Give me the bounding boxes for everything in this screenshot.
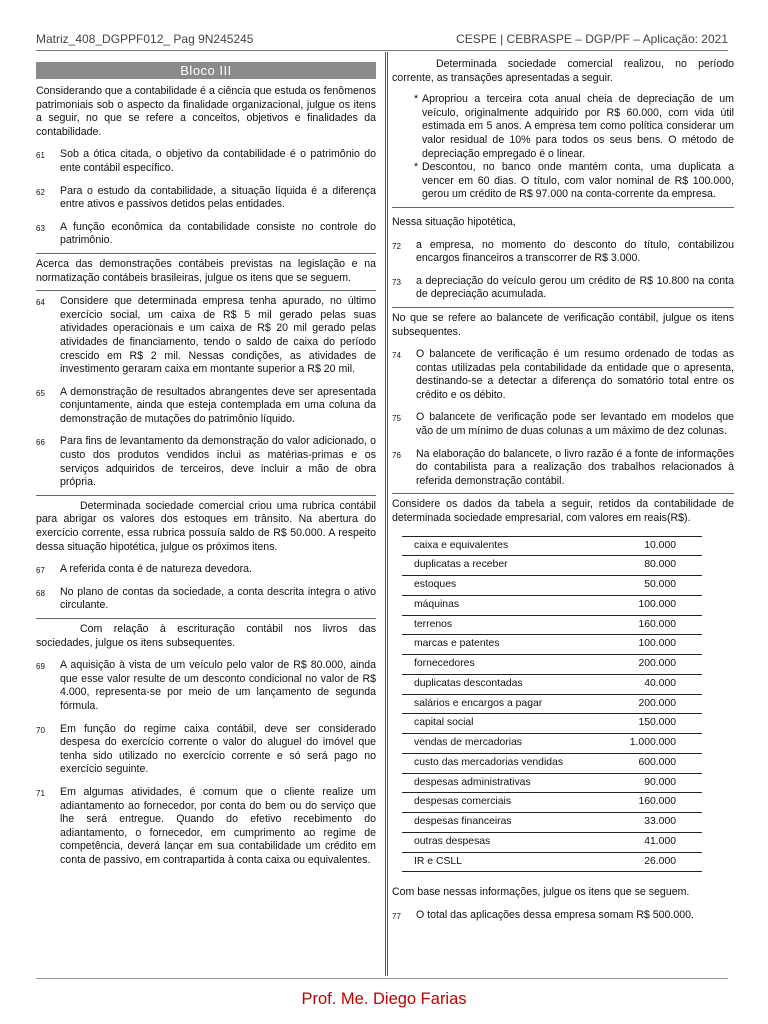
table-row: [402, 635, 702, 655]
account-value-cell: 10.000: [607, 536, 702, 556]
items-group-inventory: [36, 563, 376, 613]
table-row: [402, 813, 702, 833]
account-value-cell: 150.000: [607, 714, 702, 734]
question-item: [36, 659, 376, 713]
question-number: 74: [392, 351, 401, 361]
question-text: A referida conta é de natureza devedora.: [60, 563, 252, 576]
question-number: 64: [36, 298, 45, 308]
section-separator: [392, 493, 734, 494]
account-value-cell: 33.000: [607, 813, 702, 833]
question-text: Para fins de levantamento da demonstração do valor adicionado, o custo dos produtos vendidos inclui as matérias-primas e os serviços adquiridos de terceiros, deve incluir a mão de obra própria.: [60, 435, 376, 489]
account-value-cell: 200.000: [607, 655, 702, 675]
asterisk-icon: *: [414, 161, 419, 174]
section-separator: [36, 253, 376, 254]
question-item: [392, 348, 734, 402]
section-separator: [36, 495, 376, 496]
right-column: [392, 52, 734, 923]
account-value-cell: 26.000: [607, 852, 702, 872]
account-name-cell: custo das mercadorias vendidas: [402, 753, 607, 773]
table-row: [402, 793, 702, 813]
accounts-table: [402, 536, 702, 873]
question-item: [392, 909, 734, 923]
account-value-cell: 100.000: [607, 635, 702, 655]
question-text: No plano de contas da sociedade, a conta descrita integra o ativo circulante.: [60, 585, 376, 612]
items-group-statements: [36, 295, 376, 490]
question-item: [36, 148, 376, 175]
question-number: 73: [392, 277, 401, 287]
table-row: [402, 674, 702, 694]
transaction-bullet: [392, 93, 734, 161]
section-intro-table: Considere os dados da tabela a seguir, retidos da contabilidade de determinada sociedade empresarial, com valores em reais(R$).: [392, 498, 734, 525]
section-intro-transactions: Determinada sociedade comercial realizou, no período corrente, as transações apresentadas a seguir.: [392, 58, 734, 84]
question-number: 67: [36, 566, 45, 576]
account-name-cell: despesas financeiras: [402, 813, 607, 833]
table-row: [402, 576, 702, 596]
question-item: [392, 239, 734, 266]
column-divider: [385, 52, 388, 976]
hypothetical-situation: Nessa situação hipotética,: [392, 215, 516, 228]
transaction-bullet: [392, 161, 734, 202]
section-separator: [36, 290, 376, 291]
account-value-cell: 100.000: [607, 595, 702, 615]
question-item: [36, 295, 376, 377]
table-row: [402, 556, 702, 576]
account-value-cell: 200.000: [607, 694, 702, 714]
question-text: O balancete de verificação pode ser levantado em modelos que vão de um mínimo de duas colunas a um máximo de dez colunas.: [416, 411, 734, 438]
account-value-cell: 40.000: [607, 674, 702, 694]
items-group-trial-balance: [392, 348, 734, 488]
question-text: Para o estudo da contabilidade, a situação líquida é a diferença entre ativos e passivos detidos pelas entidades.: [60, 184, 376, 211]
question-number: 66: [36, 438, 45, 448]
question-text: A função econômica da contabilidade consiste no controle do patrimônio.: [60, 220, 376, 247]
transaction-list: [392, 93, 734, 202]
account-value-cell: 1.000.000: [607, 734, 702, 754]
document-code: Matriz_408_DGPPF012_ Pag 9N245245: [36, 32, 254, 46]
question-text: A demonstração de resultados abrangentes deve ser apresentada conjuntamente, ainda que esteja contemplada em uma coluna da demonstração de mutações do patrimônio líquido.: [60, 385, 376, 425]
question-item: [36, 386, 376, 427]
table-row: [402, 714, 702, 734]
question-number: 75: [392, 414, 401, 424]
section-separator: [36, 618, 376, 619]
account-value-cell: 41.000: [607, 832, 702, 852]
table-row: [402, 753, 702, 773]
account-name-cell: caixa e equivalentes: [402, 536, 607, 556]
question-number: 68: [36, 588, 45, 598]
asterisk-icon: *: [414, 93, 419, 106]
items-group-analysis: [392, 909, 734, 923]
account-value-cell: 50.000: [607, 576, 702, 596]
section-intro-inventory: Determinada sociedade comercial criou uma rubrica contábil para abrigar os valores dos estoques em trânsito. Na abertura do exercício corrente, essa rubrica possuía saldo de R$ 50.000. A respeito dessa situação hipotética, julgue os próximos itens.: [36, 499, 376, 553]
question-text: Em função do regime caixa contábil, deve ser considerado despesa do exercício corrente o valor do aluguel do imóvel que tenha sido utilizado no exercício corrente e só será pago no exercício seguinte.: [60, 722, 376, 776]
table-row: [402, 655, 702, 675]
question-text: O balancete de verificação é um resumo ordenado de todas as contas utilizadas pela contabilidade da entidade que o apresenta, destinando-se a detectar a diferença do somatório total entre os crédito e os débito.: [416, 348, 734, 401]
question-text: O total das aplicações dessa empresa somam R$ 500.000.: [416, 908, 694, 921]
account-name-cell: IR e CSLL: [402, 852, 607, 872]
transaction-text: Descontou, no banco onde mantém conta, uma duplicata a vencer em 60 dias. O título, com valor nominal de R$ 100.000, gerou um crédito de R$ 97.000 na conta-corrente da empresa.: [422, 161, 734, 201]
section-intro-trial-balance: No que se refere ao balancete de verificação contábil, julgue os itens subsequentes.: [392, 311, 734, 338]
question-item: [36, 563, 376, 577]
table-row: [402, 852, 702, 872]
items-group-bookkeeping: [36, 659, 376, 867]
header-rule: [36, 50, 728, 51]
account-name-cell: marcas e patentes: [402, 635, 607, 655]
question-number: 69: [36, 662, 45, 672]
question-number: 63: [36, 223, 45, 233]
table-row: [402, 694, 702, 714]
section-intro-statements: Acerca das demonstrações contábeis previstas na legislação e na normatização contábeis brasileiras, julgue os itens que se seguem.: [36, 257, 376, 284]
question-number: 76: [392, 450, 401, 460]
account-name-cell: máquinas: [402, 595, 607, 615]
exam-identifier: CESPE | CEBRASPE – DGP/PF – Aplicação: 2021: [456, 32, 728, 46]
section-separator: [392, 307, 734, 308]
question-item: [392, 411, 734, 438]
question-number: 70: [36, 725, 45, 735]
account-name-cell: terrenos: [402, 615, 607, 635]
account-value-cell: 80.000: [607, 556, 702, 576]
question-text: Considere que determinada empresa tenha apurado, no último exercício social, um caixa de R$ 5 mil gerado pelas suas atividades operacionais e um caixa de R$ 20 mil gerado pelas atividades de financiamento, tendo o saldo de caixa do período crescido em R$ 2 mil. Nessas condições, as atividades de investimento geraram caixa em montante superior a R$ 20 mil.: [60, 295, 376, 376]
question-item: [392, 275, 734, 302]
question-item: [36, 221, 376, 248]
account-name-cell: duplicatas descontadas: [402, 674, 607, 694]
section-separator: [392, 207, 734, 208]
table-row: [402, 773, 702, 793]
question-item: [36, 723, 376, 777]
question-item: [36, 185, 376, 212]
table-row: [402, 734, 702, 754]
question-item: [36, 786, 376, 868]
left-column: [36, 52, 376, 868]
question-text: Na elaboração do balancete, o livro razão é a fonte de informações do contabilista para a realização dos trabalhos relacionados à referida demonstração contábil.: [416, 447, 734, 487]
question-number: 71: [36, 788, 45, 798]
table-row: [402, 615, 702, 635]
account-name-cell: fornecedores: [402, 655, 607, 675]
account-name-cell: vendas de mercadorias: [402, 734, 607, 754]
items-group-transactions: [392, 239, 734, 302]
question-text: A aquisição à vista de um veículo pelo valor de R$ 80.000, ainda que esse valor resulte de um desconto condicional no valor de R$ 4.000, representa-se por meio de um lançamento de segunda fórmula.: [60, 659, 376, 712]
section-intro-concepts: Considerando que a contabilidade é a ciência que estuda os fenômenos patrimoniais sob o aspecto da finalidade organizacional, julgue os itens a seguir, no que se refere a conceitos, objetivos e finalidades da contabilidade.: [36, 85, 376, 138]
account-value-cell: 600.000: [607, 753, 702, 773]
account-name-cell: outras despesas: [402, 832, 607, 852]
account-name-cell: salários e encargos a pagar: [402, 694, 607, 714]
question-number: 77: [392, 911, 401, 921]
table-row: [402, 595, 702, 615]
account-name-cell: estoques: [402, 576, 607, 596]
account-name-cell: capital social: [402, 714, 607, 734]
question-number: 72: [392, 241, 401, 251]
bloco-title: Bloco III: [36, 62, 376, 79]
question-number: 62: [36, 187, 45, 197]
account-name-cell: despesas comerciais: [402, 793, 607, 813]
account-name-cell: duplicatas a receber: [402, 556, 607, 576]
section-intro-analysis: Com base nessas informações, julgue os itens que se seguem.: [392, 886, 690, 899]
question-text: a depreciação do veículo gerou um crédito de R$ 10.800 na conta de depreciação acumulada.: [416, 274, 734, 301]
table-row: [402, 832, 702, 852]
question-item: [36, 435, 376, 489]
author-credit: Prof. Me. Diego Farias: [301, 990, 467, 1008]
account-value-cell: 160.000: [607, 793, 702, 813]
question-text: Em algumas atividades, é comum que o cliente realize um adiantamento ao fornecedor, por conta do bem ou do serviço que lhe será entregue. Quando do efetivo recebimento do adiantamento, o fornecedor, em cumprimento ao regime de competência, deverá lançar em sua contabilidade um crédito em conta de passivo, em contrapartida à conta caixa ou equivalentes.: [60, 785, 376, 866]
question-number: 61: [36, 151, 45, 161]
items-group-concepts: [36, 148, 376, 248]
question-number: 65: [36, 388, 45, 398]
account-name-cell: despesas administrativas: [402, 773, 607, 793]
transaction-text: Apropriou a terceira cota anual cheia de depreciação de um veículo, originalmente adquirido por R$ 60.000, com vida útil estimada em 5 anos. A empresa tem como política considerar um valor residual de 10% para todos os seus bens. O método de depreciação empregado é o linear.: [422, 93, 734, 160]
question-item: [36, 586, 376, 613]
account-value-cell: 90.000: [607, 773, 702, 793]
question-text: a empresa, no momento do desconto do título, contabilizou encargos financeiros a transcorrer de R$ 3.000.: [416, 238, 734, 265]
footer-rule: [36, 978, 728, 979]
section-intro-bookkeeping: Com relação à escrituração contábil nos livros das sociedades, julgue os itens subsequentes.: [36, 623, 376, 649]
question-text: Sob a ótica citada, o objetivo da contabilidade é o patrimônio do ente contábil específico.: [60, 148, 376, 174]
question-item: [392, 448, 734, 489]
table-row: [402, 536, 702, 556]
account-value-cell: 160.000: [607, 615, 702, 635]
